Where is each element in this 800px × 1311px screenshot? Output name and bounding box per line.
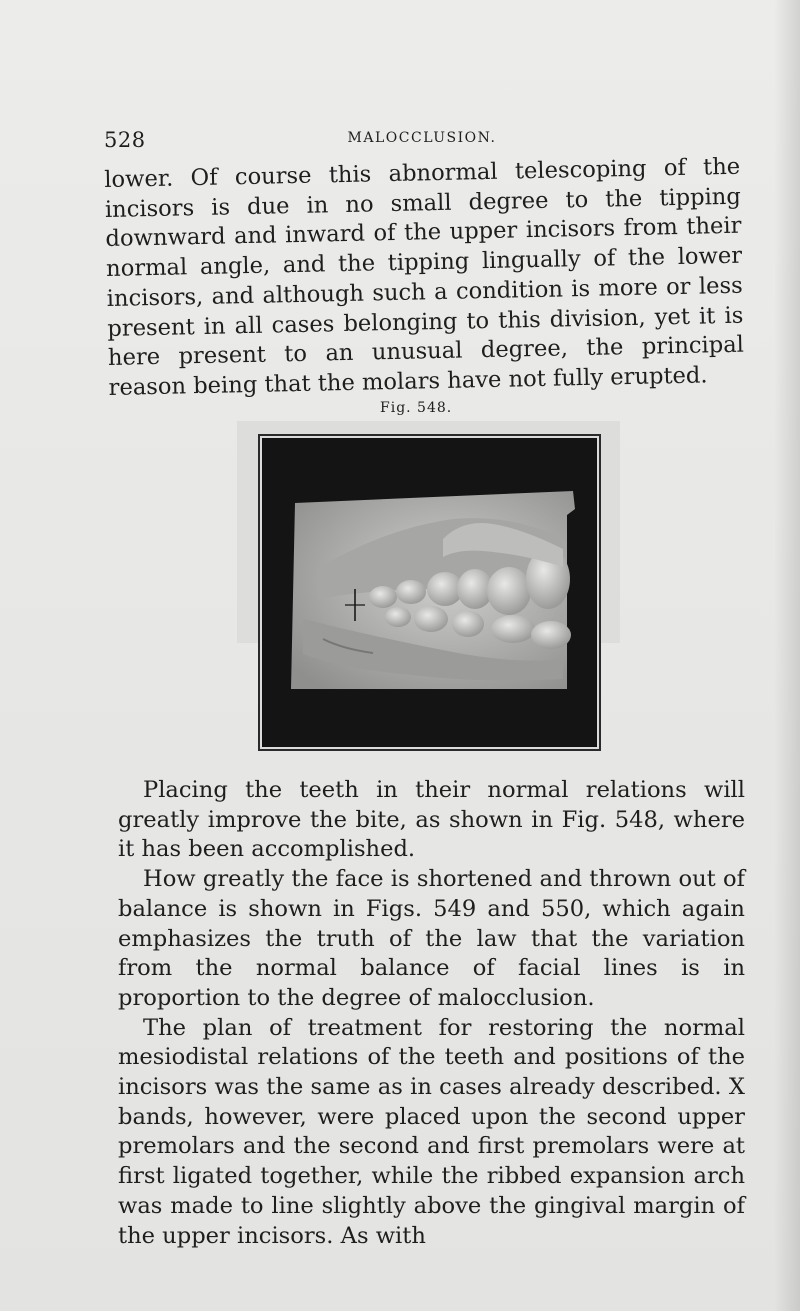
running-head: MALOCCLUSION. (347, 130, 497, 146)
text-block-top (104, 153, 745, 404)
paragraph: How greatly the face is shortened and thrown out of balance is shown in Figs. 549 and 550, which again emphasizes the truth of the law that the variation from the normal balance of facial lines is in proportion to the degree of malocclusion. (118, 866, 745, 1011)
figure-548 (258, 434, 601, 751)
paragraph: Placing the teeth in their normal relations will greatly improve the bite, as shown in Fig. 548, where it has been accomplished. (118, 777, 745, 863)
page-edge-shadow (774, 0, 800, 1311)
page-header (104, 126, 740, 156)
text-block-bottom (118, 776, 745, 1251)
dental-model-photo (263, 439, 596, 746)
paragraph: The plan of treatment for restoring the normal mesiodistal relations of the teeth and positions of the incisors was the same as in cases already described. X bands, however, were placed upon the second upper premolars and the second and first premolars were at first ligated together, while the ribbed expansion arch was made to line slightly above the gingival margin of the upper incisors. As with (118, 1014, 745, 1249)
paragraph: lower. Of course this abnormal telescoping of the incisors is due in no small degree to the tipping downward and inward of the upper incisors from their normal angle, and the tipping lingually of the lower incisors, and although such a condition is more or less present in all cases belonging to this division, yet it is here present to an unusual degree, the principal reason being that the molars have not fully erupted. (104, 153, 745, 401)
figure-caption: Fig. 548. (380, 400, 453, 416)
page-number: 528 (104, 128, 146, 152)
